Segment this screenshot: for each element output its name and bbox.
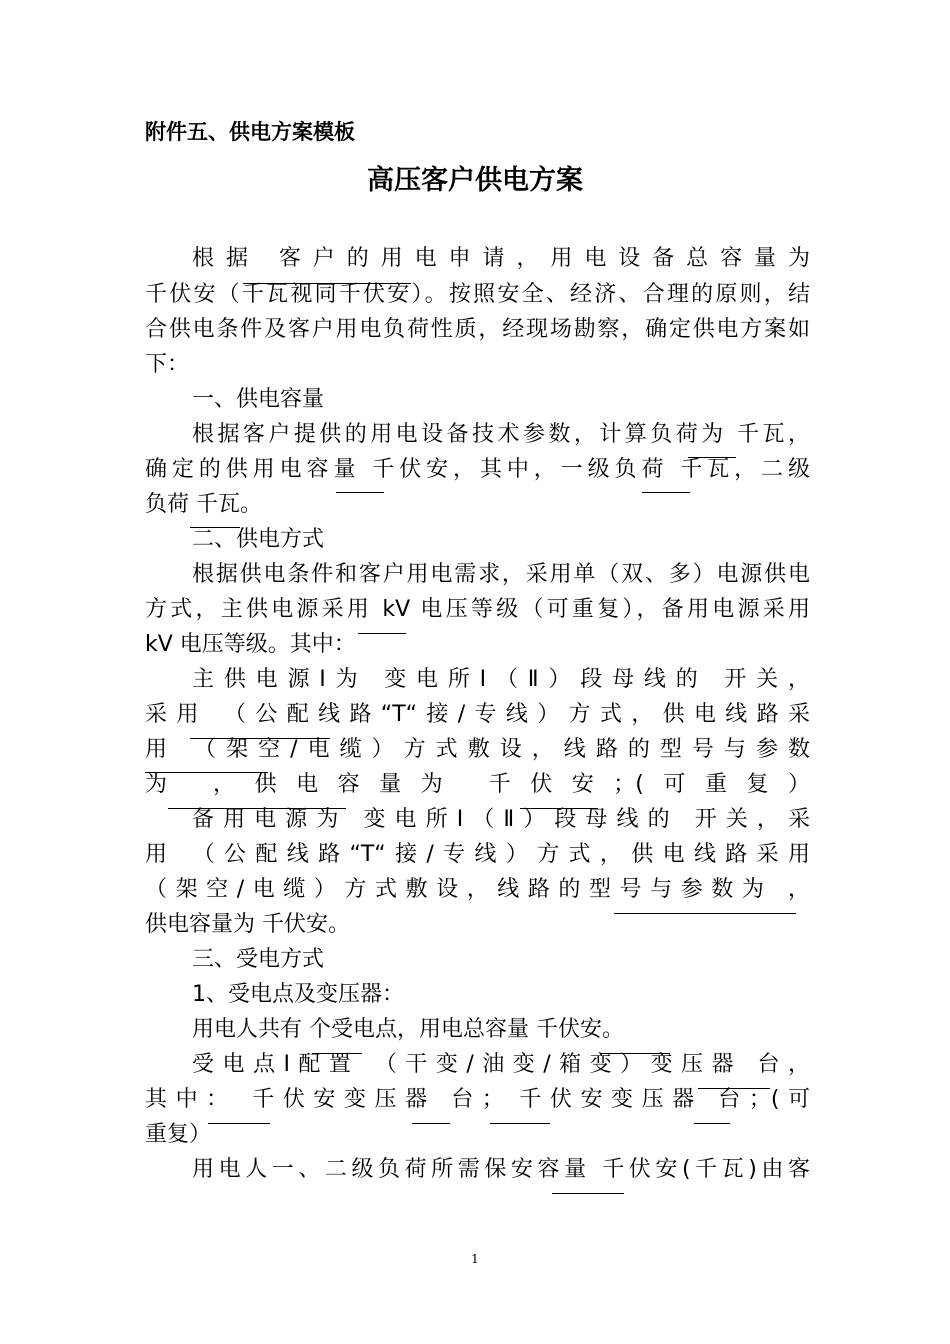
blank-underline bbox=[600, 1053, 670, 1054]
body-line: 供电容量为 千伏安。 bbox=[145, 912, 350, 937]
blank-underline bbox=[208, 1123, 270, 1124]
blank-underline bbox=[490, 1123, 550, 1124]
section-heading: 三、受电方式 bbox=[192, 947, 325, 972]
blank-underline bbox=[520, 808, 598, 809]
blank-underline bbox=[614, 913, 796, 914]
body-line: 用 （公配线路“T“接/专线）方式，供电线路采用 bbox=[145, 842, 810, 867]
body-line: 下： bbox=[145, 352, 190, 377]
body-line: 用电人共有 个受电点，用电总容量 千伏安。 bbox=[192, 1017, 624, 1042]
body-line: 用电人一、二级负荷所需保安容量 千伏安(千瓦)由客 bbox=[192, 1157, 810, 1182]
body-line: 其中： 千伏安变压器 台； 千伏安变压器 台；(可 bbox=[145, 1087, 810, 1112]
body-line: 确定的供用电容量 千伏安，其中，一级负荷 千瓦，二级 bbox=[145, 457, 810, 482]
blank-underline bbox=[694, 1123, 730, 1124]
blank-underline bbox=[312, 1053, 362, 1054]
body-line: 合供电条件及客户用电负荷性质，经现场勘察，确定供电方案如 bbox=[145, 317, 810, 342]
body-line: （架空/电缆）方式敷设，线路的型号与参数为 ， bbox=[145, 877, 810, 902]
document-title: 高压客户供电方案 bbox=[367, 165, 583, 196]
body-line: 主供电源Ⅰ为 变电所Ⅰ（Ⅱ）段母线的 开关， bbox=[192, 667, 810, 692]
body-line: 根据供电条件和客户用电需求，采用单（双、多）电源供电 bbox=[192, 562, 810, 587]
body-line: 千伏安（千瓦视同千伏安）。按照安全、经济、合理的原则，结 bbox=[145, 282, 810, 307]
blank-underline bbox=[336, 492, 384, 493]
body-line: kV 电压等级。其中： bbox=[145, 632, 356, 657]
blank-underline bbox=[688, 457, 736, 458]
body-line: 根据客户提供的用电设备技术参数，计算负荷为 千瓦， bbox=[192, 422, 810, 447]
body-line: 根据 客户的用电申请，用电设备总容量为 bbox=[192, 246, 810, 271]
body-line: 为 ，供电容量为 千伏安；(可重复） bbox=[145, 772, 810, 797]
blank-underline bbox=[190, 738, 330, 739]
attachment-label: 附件五、供电方案模板 bbox=[145, 120, 355, 144]
body-line: 负荷 千瓦。 bbox=[145, 492, 262, 517]
blank-underline bbox=[145, 772, 268, 773]
blank-underline bbox=[552, 1193, 624, 1194]
section-heading: 二、供电方式 bbox=[192, 527, 325, 552]
blank-underline bbox=[168, 808, 346, 809]
blank-underline bbox=[642, 492, 690, 493]
blank-underline bbox=[412, 1123, 450, 1124]
body-line: 重复） bbox=[145, 1122, 212, 1147]
body-line: 受电点Ⅰ配置 （干变/油变/箱变）变压器 台， bbox=[192, 1052, 810, 1077]
body-line: 备用电源为 变电所Ⅰ（Ⅱ）段母线的 开关，采 bbox=[192, 807, 810, 832]
body-line: 采用 （公配线路“T“接/专线）方式，供电线路采 bbox=[145, 702, 810, 727]
blank-underline bbox=[698, 1088, 770, 1089]
body-line: 用 （架空/电缆）方式敷设，线路的型号与参数 bbox=[145, 737, 810, 762]
body-line: 方式，主供电源采用 kV 电压等级（可重复），备用电源采用 bbox=[145, 597, 810, 622]
blank-underline bbox=[243, 283, 411, 284]
page-number: 1 bbox=[471, 1252, 479, 1266]
blank-underline bbox=[358, 633, 406, 634]
sub-heading: 1、受电点及变压器： bbox=[192, 982, 404, 1007]
blank-underline bbox=[190, 527, 240, 528]
section-heading: 一、供电容量 bbox=[192, 387, 325, 412]
